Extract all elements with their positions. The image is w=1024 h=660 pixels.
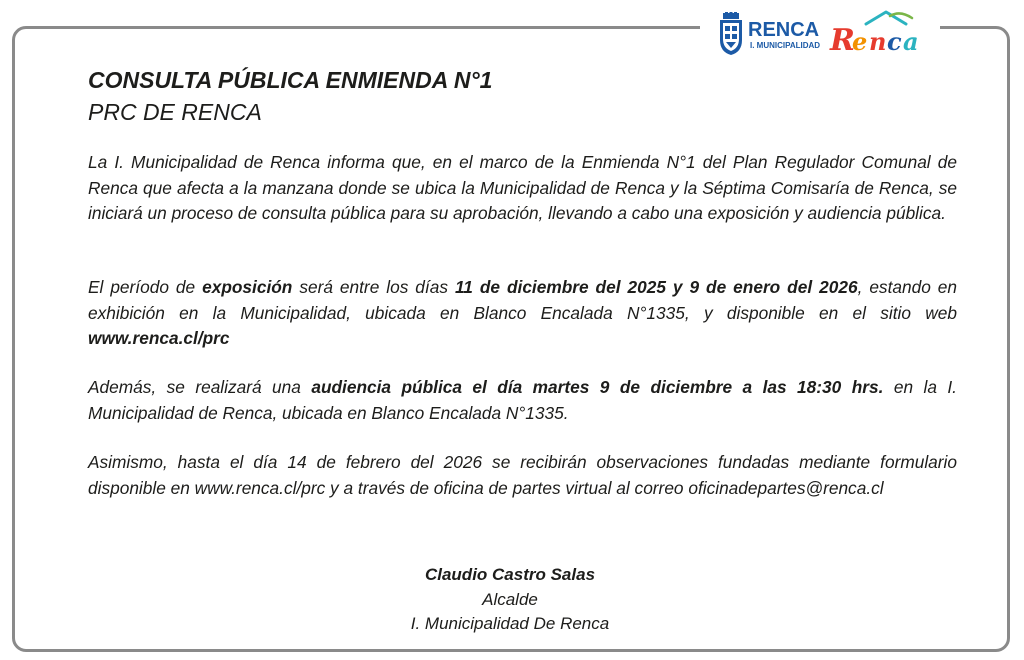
renca-brand-logo bbox=[828, 10, 926, 56]
svg-text:c: c bbox=[887, 27, 902, 56]
notice-subtitle: PRC DE RENCA bbox=[88, 99, 262, 125]
municipal-shield-icon bbox=[718, 12, 744, 56]
svg-text:e: e bbox=[852, 27, 868, 56]
bold-audience-date: audiencia pública el día martes 9 de diciembre a las 18:30 hrs. bbox=[311, 377, 884, 397]
signature-organization: I. Municipalidad De Renca bbox=[410, 614, 610, 633]
svg-text:n: n bbox=[869, 27, 887, 56]
text-segment: Además, se realizará una bbox=[88, 377, 312, 397]
header-logos bbox=[700, 8, 940, 58]
svg-text:a: a bbox=[903, 27, 919, 56]
website-link-text: www.renca.cl/prc bbox=[88, 328, 230, 348]
text-segment: será entre los días bbox=[292, 277, 455, 297]
text-segment: , estando en exhibición en la Municipalidad, ubicada en Blanco Encalada N°1335, y disponible en el sitio web bbox=[88, 277, 958, 323]
text-segment: en la I. Municipalidad de Renca, ubicada en Blanco Encalada N°1335. bbox=[88, 377, 957, 423]
paragraph-intro: La I. Municipalidad de Renca informa que, en el marco de la Enmienda N°1 del Plan Regulador Comunal de Renca que afecta a la manzana donde se ubica la Municipalidad de Renca y la Séptima Comisaría de Renca, se iniciará un proceso de consulta pública para su aprobación, llevando a cabo una exposición y audiencia pública. bbox=[88, 152, 957, 223]
svg-text:R: R bbox=[830, 23, 855, 56]
municipal-logo-word: RENCA bbox=[748, 19, 820, 41]
signature-name: Claudio Castro Salas bbox=[424, 565, 596, 584]
bold-exposicion: exposición bbox=[202, 277, 293, 297]
paragraph-exposition bbox=[88, 275, 957, 352]
notice-title: CONSULTA PÚBLICA ENMIENDA N°1 bbox=[88, 67, 493, 93]
signature-role: Alcalde bbox=[482, 590, 538, 609]
paragraph-observations: Asimismo, hasta el día 14 de febrero del 2026 se recibirán observaciones fundadas mediante formulario disponible en www.renca.cl/prc y a través de oficina de partes virtual al correo oficinadepartes@renca.cl bbox=[88, 452, 957, 498]
bold-exposition-dates: 11 de diciembre del 2025 y 9 de enero del 2026 bbox=[454, 277, 858, 297]
text-segment: El período de bbox=[88, 277, 203, 297]
paragraph-audience bbox=[88, 375, 957, 426]
municipal-logo-subword: I. MUNICIPALIDAD bbox=[750, 41, 821, 50]
